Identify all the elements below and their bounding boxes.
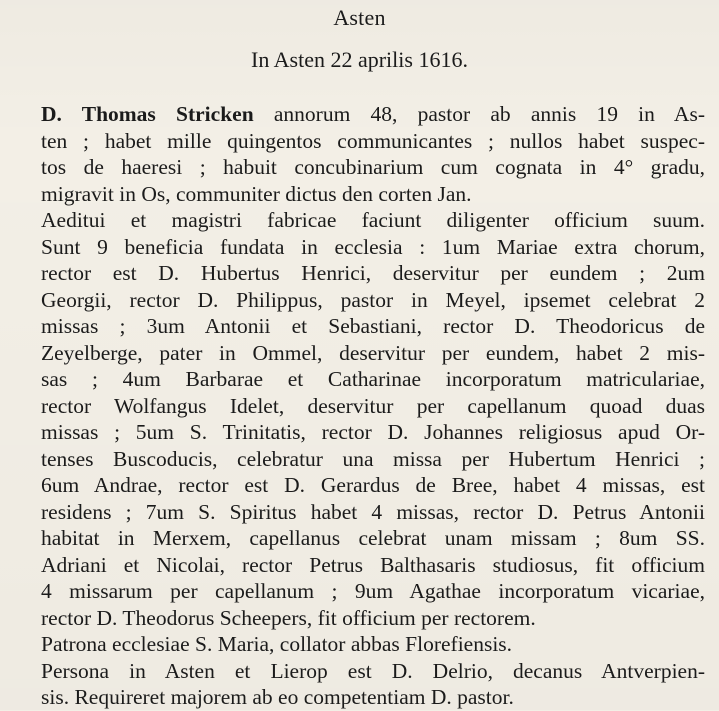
text-line: rector D. Theodorus Scheepers, fit officium per rectorem.	[41, 605, 536, 630]
text-line: 6um Andrae, rector est D. Gerardus de Bree, habet 4 missas, est	[41, 473, 705, 497]
text-line: missas ; 3um Antonii et Sebastiani, rector D. Theodoricus de	[41, 314, 705, 338]
text-line: rector est D. Hubertus Henrici, deservitur per eundem ; 2um	[41, 261, 705, 285]
paragraph-pastor	[20, 101, 705, 207]
text-line: ten ; habet mille quingentos communicantes ; nullos habet suspec-	[41, 128, 705, 153]
paragraph-persona	[20, 658, 705, 711]
text-line: Adriani et Nicolai, rector Petrus Balthasaris studiosus, fit officium	[41, 552, 705, 577]
text-segment: annorum 48, pastor ab annis 19 in As-	[253, 102, 705, 126]
text-line: migravit in Os, communiter dictus den corten Jan.	[41, 181, 472, 206]
text-line: Aeditui et magistri fabricae faciunt diligenter officium suum.	[41, 208, 705, 232]
text-line: tos de haeresi ; habuit concubinarium cum cognata in 4° gradu,	[41, 155, 705, 179]
text-line: missas ; 5um S. Trinitatis, rector D. Johannes religiosus apud Or-	[41, 420, 705, 444]
page-title: Asten	[333, 5, 386, 30]
paragraph-patrona	[20, 631, 705, 658]
text-line: tenses Buscoducis, celebratur una missa per Hubertum Henrici ;	[41, 446, 705, 471]
text-line: rector Wolfangus Idelet, deservitur per capellanum quoad duas	[41, 393, 705, 418]
text-line: Zeyelberge, pater in Ommel, deservitur per eundem, habet 2 mis-	[41, 340, 705, 365]
paragraph-beneficia	[20, 234, 705, 632]
text-line: residens ; 7um S. Spiritus habet 4 missas, rector D. Petrus Antonii	[41, 499, 705, 524]
text-line: habitat in Merxem, capellanus celebrat unam missam ; 8um SS.	[41, 526, 705, 550]
text-line: sis. Requireret majorem ab eo competentiam D. pastor.	[41, 685, 514, 709]
text-line	[20, 101, 705, 128]
document-body	[20, 101, 705, 711]
paragraph-aeditui	[20, 207, 705, 234]
dateline: In Asten 22 aprilis 1616.	[251, 47, 468, 72]
text-line: 4 missarum per capellanum ; 9um Agathae incorporatum vicariae,	[41, 579, 705, 603]
text-line: sas ; 4um Barbarae et Catharinae incorporatum matriculariae,	[41, 367, 705, 391]
text-line: Persona in Asten et Lierop est D. Delrio, decanus Antverpien-	[41, 658, 705, 683]
text-line: Georgii, rector D. Philippus, pastor in Meyel, ipsemet celebrat 2	[41, 287, 705, 312]
text-line: Patrona ecclesiae S. Maria, collator abbas Florefiensis.	[41, 632, 513, 656]
text-line: Sunt 9 beneficia fundata in ecclesia : 1um Mariae extra chorum,	[41, 234, 705, 259]
pastor-name: D. Thomas Stricken	[41, 102, 254, 126]
